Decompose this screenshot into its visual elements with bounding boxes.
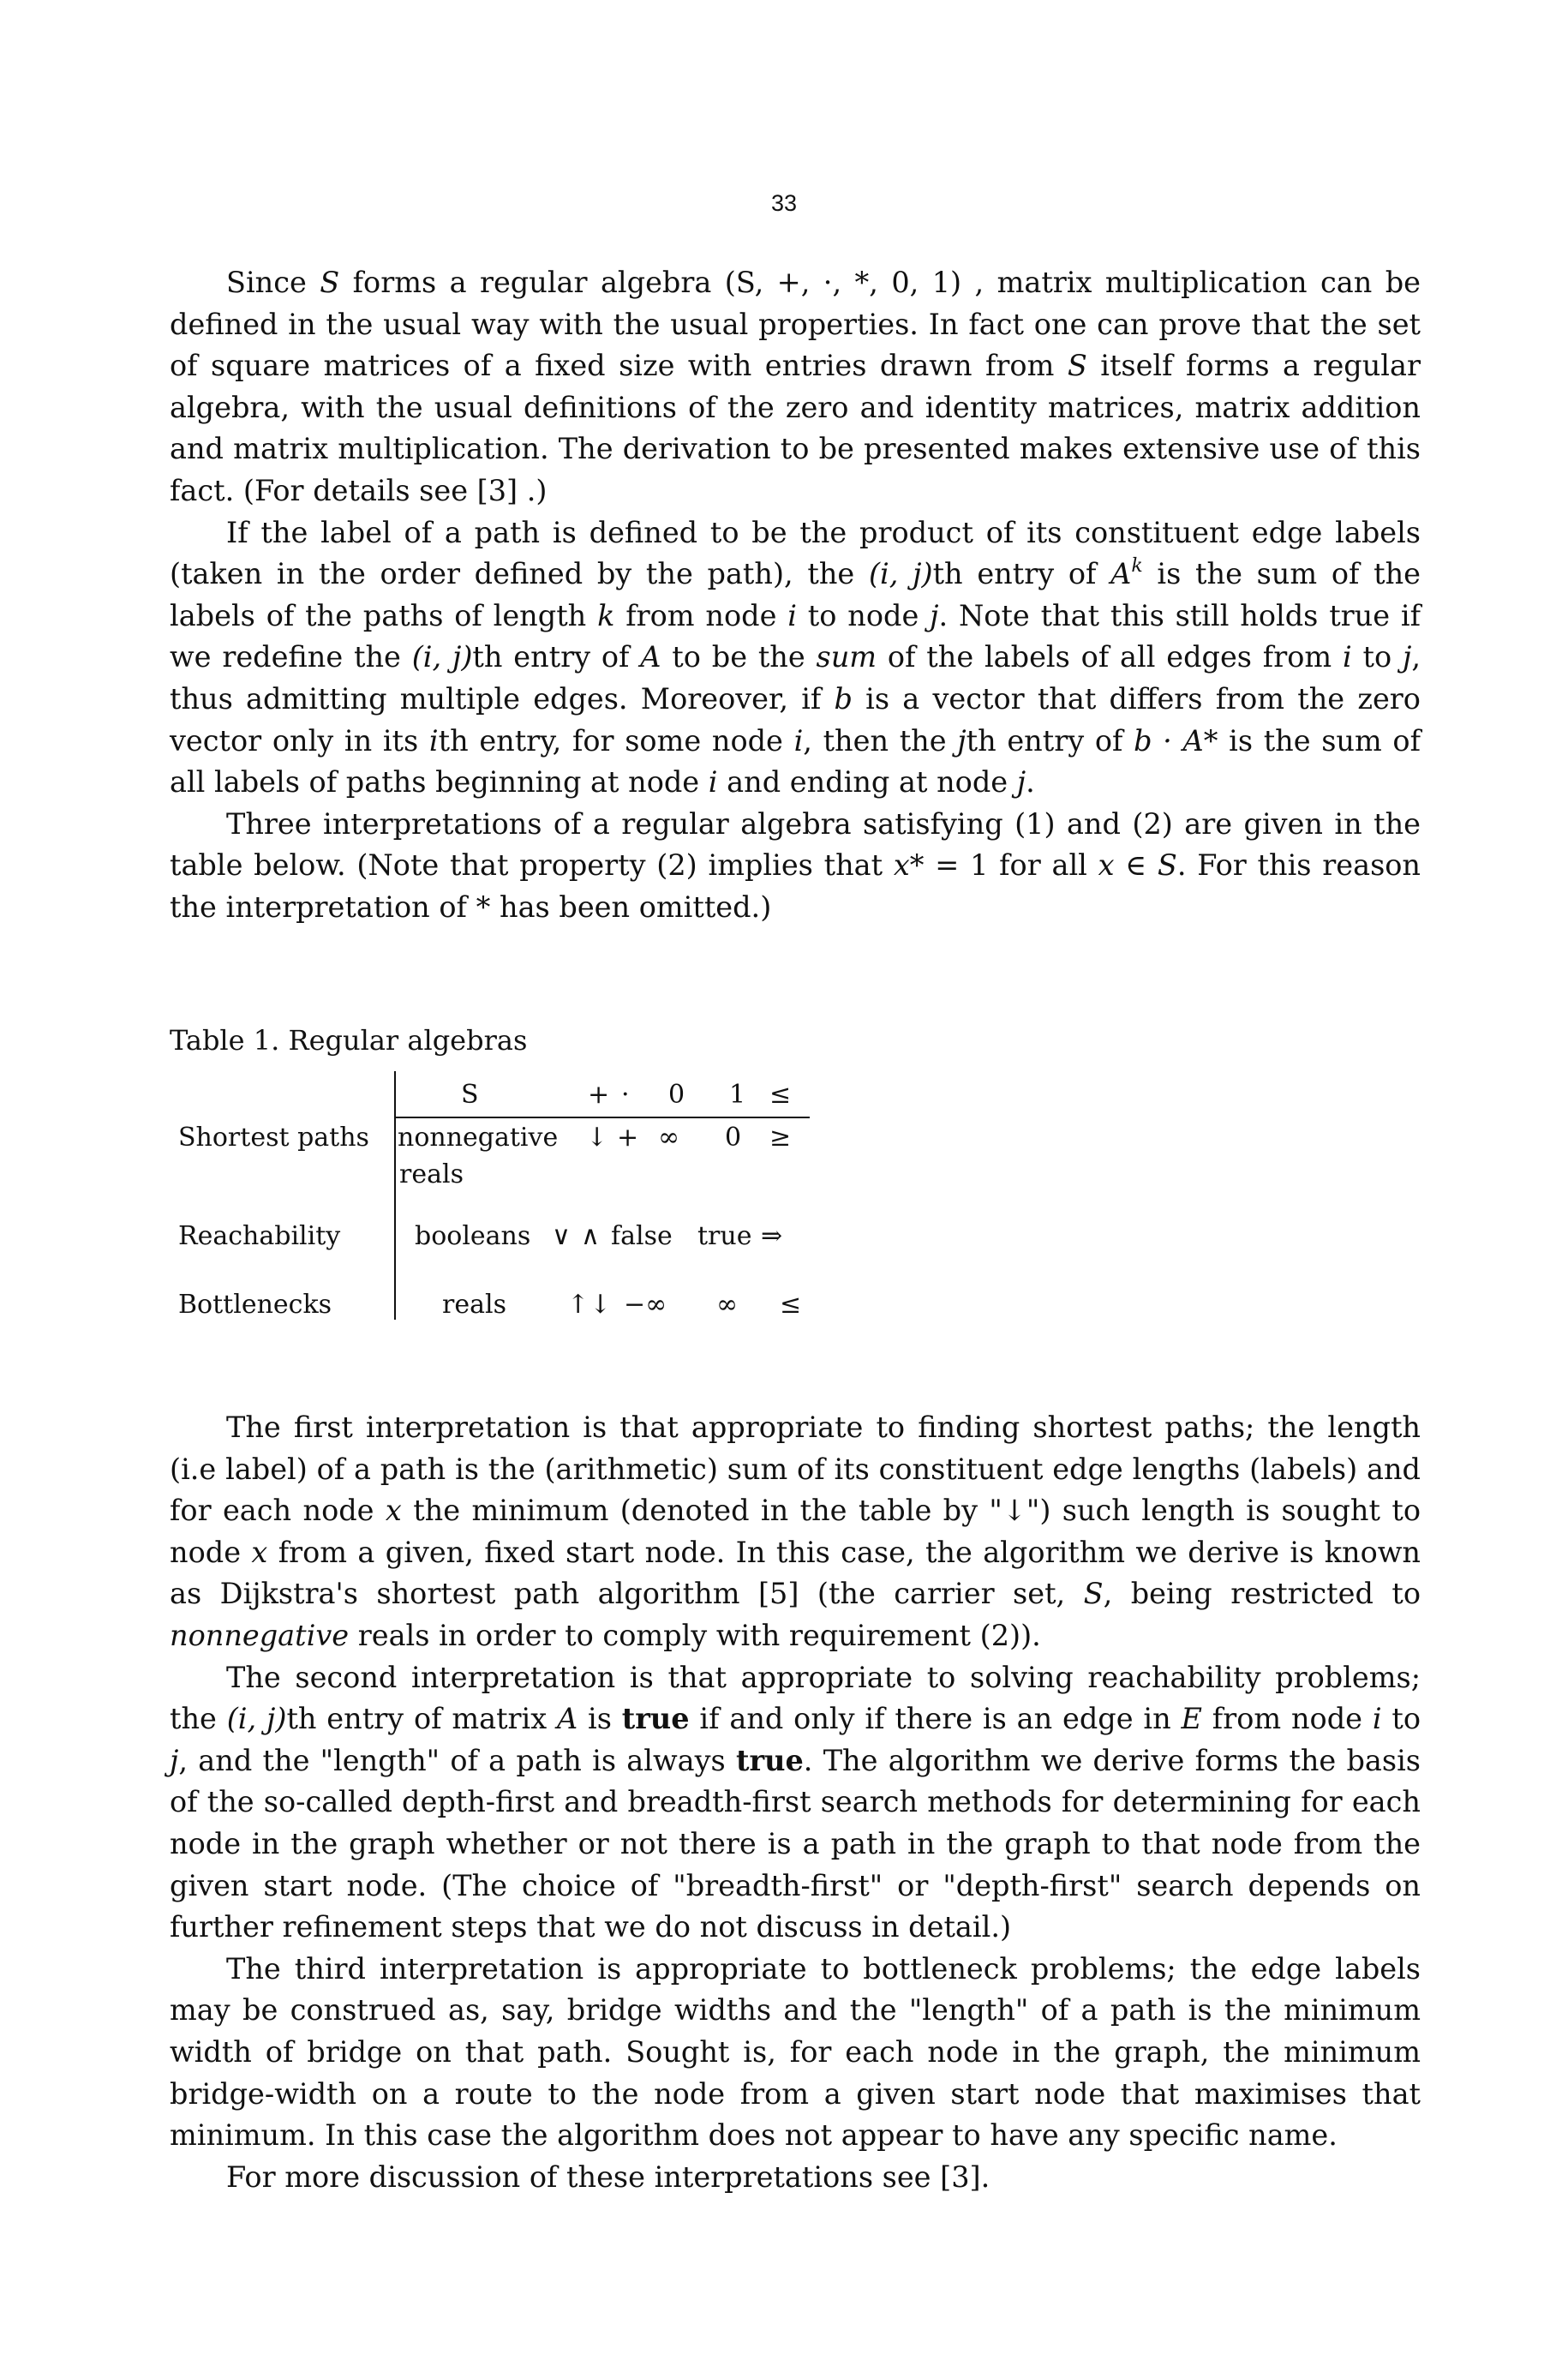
table-header-rule: [394, 1117, 810, 1118]
page-number: 33: [770, 190, 798, 216]
row-shortest-paths-S-cont: reals: [399, 1159, 464, 1189]
paragraph-7: For more discussion of these interpretations see [3].: [226, 2159, 990, 2194]
row-shortest-paths-S: nonnegative: [398, 1123, 559, 1153]
table-caption: Table 1. Regular algebras: [170, 1024, 528, 1057]
header-one: 1: [729, 1080, 746, 1110]
row-reachability-S: booleans: [415, 1221, 531, 1251]
row-shortest-paths-rel: ≥: [769, 1123, 792, 1153]
row-reachability-dot: ∧: [581, 1221, 600, 1251]
row-reachability-one: true: [697, 1221, 752, 1251]
paragraph-1: Since S forms a regular algebra (S, +, ·, *, 0, 1) , matrix multiplication can be defined in the usual way with the usual properties. In fact one can prove that the set of square matrices of a fixed size with entries drawn from S itself forms a regular algebra, with the usual definitions of the zero and identity matrices, matrix addition and matrix multiplication. The derivation to be presented makes extensive use of this fact. (For details see [3] .): [170, 266, 1421, 507]
row-bottlenecks-zero: −∞: [624, 1290, 667, 1320]
header-S: S: [461, 1080, 479, 1110]
paragraph-4: The first interpretation is that appropriate to finding shortest paths; the length (i.e label) of a path is the (arithmetic) sum of its constituent edge lengths (labels) and for each node x the minimum (denoted in the table by "↓") such length is sought to node x from a given, fixed start node. In this case, the algorithm we derive is known as Dijkstra's shortest path algorithm [5] (the carrier set, S, being restricted to nonnegative reals in order to comply with requirement (2)).: [170, 1411, 1421, 1652]
header-plus: +: [588, 1080, 610, 1110]
paragraph-2: If the label of a path is defined to be the product of its constituent edge labels (taken in the order defined by the path), the (i, j)th entry of $A^k$ is the sum of the labels of the paths of length k from node i to node j. Note that this still holds true if we redefine the (i, j)th entry of A to be the sum of the labels of all edges from i to j, thus admitting multiple edges. Moreover, if b is a vector that differs from the zero vector only in its ith entry, for some node i, then the jth entry of b · A* is the sum of all labels of paths beginning at node i and ending at node j.: [170, 515, 1421, 800]
row-bottlenecks-S: reals: [442, 1290, 506, 1320]
paragraph-5: The second interpretation is that appropriate to solving reachability problems; the (i, j)th entry of matrix A is true if and only if there is an edge in E from node i to j, and the "length" of a path is always true. The algorithm we derive forms the basis of the so-called depth-first and breadth-first search methods for determining for each node in the graph whether or not there is a path in the graph to that node from the given start node. (The choice of "breadth-first" or "depth-first" search depends on further refinement steps that we do not discuss in detail.): [170, 1660, 1421, 1944]
header-zero: 0: [668, 1080, 685, 1110]
header-rel: ≤: [769, 1080, 792, 1110]
paragraph-6: The third interpretation is appropriate to bottleneck problems; the edge labels may be construed as, say, bridge widths and the "length" of a path is the minimum width of bridge on that path. Sought is, for each node in the graph, the minimum bridge-width on a route to the node from a given start node that maximises that minimum. In this case the algorithm does not appear to have any specific name.: [170, 1951, 1421, 2153]
row-reachability-plus: ∨: [552, 1221, 571, 1251]
row-shortest-paths-plus: ↓: [586, 1123, 608, 1153]
table-vertical-rule: [394, 1071, 396, 1320]
header-dot: ·: [621, 1080, 630, 1110]
row-bottlenecks-rel: ≤: [780, 1290, 802, 1320]
row-shortest-paths-zero: ∞: [658, 1123, 679, 1153]
row-bottlenecks-name: Bottlenecks: [178, 1290, 332, 1320]
row-bottlenecks-dot: ↓: [589, 1290, 612, 1320]
paragraph-3: Three interpretations of a regular algebra satisfying (1) and (2) are given in the table below. (Note that property (2) implies that x* = 1 for all x ∈ S. For this reason the interpretation of * has been omitted.): [170, 806, 1421, 924]
row-shortest-paths-one: 0: [725, 1123, 742, 1153]
lower-text: [170, 1407, 1421, 2198]
row-reachability-name: Reachability: [178, 1221, 341, 1251]
upper-text: [170, 262, 1421, 929]
row-reachability-zero: false: [611, 1221, 673, 1251]
row-bottlenecks-plus: ↑: [567, 1290, 589, 1320]
row-bottlenecks-one: ∞: [716, 1290, 738, 1320]
row-shortest-paths-dot: +: [617, 1123, 639, 1153]
row-reachability-rel: ⇒: [761, 1221, 783, 1251]
row-shortest-paths-name: Shortest paths: [178, 1123, 369, 1153]
